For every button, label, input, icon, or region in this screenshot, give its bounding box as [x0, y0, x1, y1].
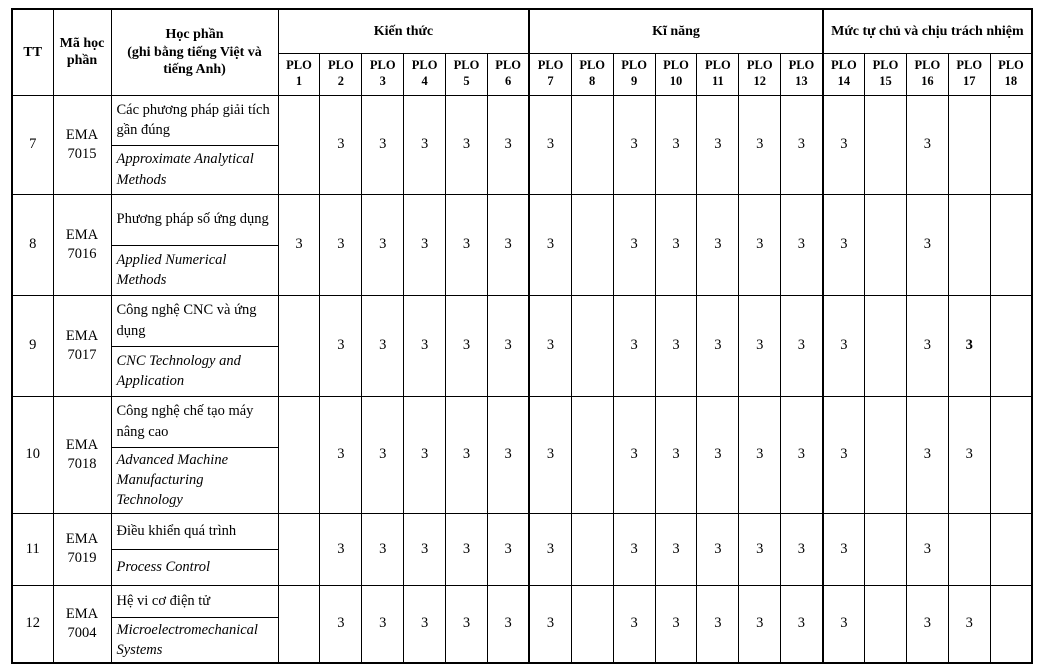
table-body: [12, 95, 1032, 663]
plo-score-cell: 3: [320, 295, 362, 396]
course-name-header-title: Học phần: [165, 27, 224, 42]
course-code-line: 7015: [67, 145, 97, 162]
plo-score-cell: 3: [613, 95, 655, 194]
plo-score-cell: 3: [739, 295, 781, 396]
plo-column-header: [739, 53, 781, 95]
plo-score-cell: 3: [739, 396, 781, 513]
plo-score-cell: 3: [446, 194, 488, 295]
plo-score-cell: 3: [613, 513, 655, 585]
plo-score-cell: 3: [948, 396, 990, 513]
plo-prefix: PLO: [621, 58, 647, 73]
course-name-english: Applied Numerical Methods: [111, 245, 278, 295]
plo-score-cell: 3: [404, 95, 446, 194]
plo-score-cell: 3: [781, 585, 823, 663]
plo-score-cell: 3: [823, 513, 865, 585]
plo-score-cell: 3: [655, 585, 697, 663]
course-number: 9: [12, 295, 53, 396]
course-name-english: Process Control: [111, 549, 278, 585]
plo-score-cell: 3: [739, 95, 781, 194]
plo-score-cell: [990, 295, 1032, 396]
plo-score-cell: 3: [487, 396, 529, 513]
plo-column-header: [865, 53, 907, 95]
plo-prefix: PLO: [746, 58, 773, 73]
plo-column-header: [320, 53, 362, 95]
plo-prefix: PLO: [453, 58, 480, 73]
plo-score-cell: 3: [529, 95, 571, 194]
course-code: [53, 95, 111, 194]
plo-score-cell: 3: [613, 396, 655, 513]
plo-score-cell: [948, 95, 990, 194]
course-name-vietnamese: Hệ vi cơ điện tử: [111, 585, 278, 617]
plo-score-cell: 3: [529, 194, 571, 295]
course-name-vietnamese: Các phương pháp giải tích gần đúng: [111, 95, 278, 145]
course-code-line: EMA: [65, 605, 99, 622]
course-code: [53, 513, 111, 585]
plo-score-cell: [278, 585, 320, 663]
plo-score-cell: 3: [781, 396, 823, 513]
plo-score-cell: 3: [906, 513, 948, 585]
plo-score-cell: 3: [613, 295, 655, 396]
plo-score-cell: [865, 295, 907, 396]
plo-score-cell: 3: [529, 396, 571, 513]
plo-number: 4: [421, 74, 428, 88]
plo-column-header: [823, 53, 865, 95]
plo-score-cell: 3: [781, 295, 823, 396]
plo-column-header: [362, 53, 404, 95]
course-code: [53, 396, 111, 513]
course-code-line: 7004: [67, 624, 97, 641]
plo-score-cell: 3: [320, 585, 362, 663]
plo-score-cell: 3: [404, 194, 446, 295]
course-code-line: EMA: [65, 327, 99, 344]
plo-score-cell: [571, 95, 613, 194]
plo-score-cell: 3: [320, 194, 362, 295]
plo-score-cell: 3: [529, 585, 571, 663]
plo-score-cell: 3: [697, 585, 739, 663]
plo-score-cell: [865, 513, 907, 585]
plo-column-header: [278, 53, 320, 95]
plo-score-cell: 3: [781, 194, 823, 295]
plo-score-cell: 3: [362, 396, 404, 513]
course-code: [53, 295, 111, 396]
plo-score-cell: 3: [655, 513, 697, 585]
plo-score-cell: 3: [487, 585, 529, 663]
course-code-line: EMA: [65, 126, 99, 143]
plo-number: 18: [1004, 74, 1018, 88]
plo-prefix: PLO: [914, 58, 941, 73]
plo-score-cell: 3: [362, 585, 404, 663]
course-code-line: 7016: [67, 245, 97, 262]
plo-score-cell: [571, 295, 613, 396]
plo-score-cell: 3: [823, 194, 865, 295]
plo-score-cell: [571, 194, 613, 295]
plo-score-cell: 3: [320, 396, 362, 513]
plo-score-cell: 3: [781, 95, 823, 194]
plo-score-cell: [278, 295, 320, 396]
plo-score-cell: 3: [655, 295, 697, 396]
plo-score-cell: 3: [823, 396, 865, 513]
course-row: [12, 585, 1032, 617]
plo-score-cell: 3: [404, 585, 446, 663]
plo-score-cell: 3: [362, 194, 404, 295]
plo-score-cell: 3: [446, 396, 488, 513]
plo-number: 6: [505, 74, 512, 88]
course-number: 11: [12, 513, 53, 585]
plo-column-header: [487, 53, 529, 95]
plo-score-cell: 3: [320, 95, 362, 194]
plo-number: 5: [463, 74, 470, 88]
plo-score-cell: 3: [446, 295, 488, 396]
plo-score-cell: 3: [404, 295, 446, 396]
plo-score-cell: 3: [906, 95, 948, 194]
plo-column-header: [781, 53, 823, 95]
plo-score-cell: [865, 396, 907, 513]
plo-score-cell: 3: [446, 585, 488, 663]
plo-score-cell: 3: [446, 95, 488, 194]
plo-column-header: [990, 53, 1032, 95]
plo-score-cell: 3: [655, 95, 697, 194]
plo-score-cell: 3: [529, 513, 571, 585]
course-row: [12, 513, 1032, 549]
plo-column-header: [948, 53, 990, 95]
course-name-english: CNC Technology and Application: [111, 346, 278, 396]
plo-number: 17: [963, 74, 976, 88]
group-header-knowledge: Kiến thức: [278, 9, 529, 53]
plo-number: 12: [753, 74, 766, 88]
plo-score-cell: 3: [823, 95, 865, 194]
plo-number: 9: [630, 74, 638, 88]
plo-prefix: PLO: [831, 58, 857, 73]
plo-score-cell: [865, 194, 907, 295]
plo-number: 1: [295, 74, 303, 88]
plo-score-cell: 3: [697, 295, 739, 396]
plo-score-cell: 3: [739, 194, 781, 295]
plo-score-cell: [278, 513, 320, 585]
plo-score-cell: 3: [697, 194, 739, 295]
plo-score-cell: 3: [697, 396, 739, 513]
plo-score-cell: [865, 585, 907, 663]
plo-score-cell: 3: [404, 513, 446, 585]
plo-score-cell: 3: [823, 585, 865, 663]
plo-score-cell: 3: [487, 95, 529, 194]
plo-score-cell: 3: [487, 513, 529, 585]
plo-score-cell: 3: [906, 295, 948, 396]
table-header: [12, 9, 1032, 95]
plo-number: 8: [589, 74, 596, 88]
plo-score-cell: 3: [697, 513, 739, 585]
plo-matrix-table: [11, 8, 1033, 664]
course-code: [53, 194, 111, 295]
plo-prefix: PLO: [537, 58, 564, 73]
course-name-english: Microelectromechanical Systems: [111, 617, 278, 663]
group-header-skills: Kĩ năng: [529, 9, 822, 53]
plo-prefix: PLO: [872, 58, 899, 73]
plo-score-cell: 3: [739, 513, 781, 585]
course-name-english: Approximate Analytical Methods: [111, 145, 278, 194]
plo-score-cell: 3: [487, 194, 529, 295]
course-name-vietnamese: Công nghệ chế tạo máy nâng cao: [111, 396, 278, 447]
course-code-line: 7017: [67, 346, 97, 363]
course-row: [12, 396, 1032, 447]
plo-column-header: [613, 53, 655, 95]
plo-prefix: PLO: [663, 58, 689, 73]
plo-number: 15: [879, 74, 892, 88]
plo-score-cell: [571, 513, 613, 585]
course-name-vietnamese: Phương pháp số ứng dụng: [111, 194, 278, 245]
course-code-line: EMA: [65, 531, 99, 548]
plo-score-cell: 3: [362, 295, 404, 396]
course-code-line: EMA: [65, 226, 99, 243]
course-code: [53, 585, 111, 663]
plo-score-cell: 3: [697, 95, 739, 194]
course-number: 10: [12, 396, 53, 513]
tt-column-header: TT: [12, 9, 53, 95]
plo-column-header: [446, 53, 488, 95]
plo-score-cell: 3: [823, 295, 865, 396]
plo-column-header: [404, 53, 446, 95]
course-code-line: 7018: [67, 455, 97, 472]
plo-number: 11: [711, 74, 724, 88]
course-name-header-subtitle: (ghi bằng tiếng Việt và tiếng Anh): [127, 44, 262, 77]
plo-score-cell: [990, 95, 1032, 194]
plo-score-cell: 3: [739, 585, 781, 663]
plo-prefix: PLO: [705, 58, 731, 73]
plo-score-cell: 3: [613, 194, 655, 295]
plo-score-cell: [278, 396, 320, 513]
plo-score-cell: 3: [487, 295, 529, 396]
plo-score-cell: 3: [613, 585, 655, 663]
plo-score-cell: [990, 194, 1032, 295]
plo-score-cell: 3: [362, 95, 404, 194]
plo-score-cell: 3: [906, 585, 948, 663]
plo-score-cell: [990, 513, 1032, 585]
plo-score-cell: [865, 95, 907, 194]
plo-prefix: PLO: [495, 58, 521, 73]
plo-prefix: PLO: [286, 58, 312, 73]
plo-score-cell: 3: [529, 295, 571, 396]
plo-score-cell: 3: [948, 585, 990, 663]
course-row: [12, 95, 1032, 145]
plo-score-cell: [948, 194, 990, 295]
plo-score-cell: 3: [446, 513, 488, 585]
plo-column-header: [571, 53, 613, 95]
course-code-line: EMA: [65, 436, 99, 453]
course-number: 7: [12, 95, 53, 194]
plo-score-cell: 3: [948, 295, 990, 396]
plo-prefix: PLO: [579, 58, 606, 73]
plo-prefix: PLO: [998, 58, 1024, 73]
plo-number: 10: [669, 74, 683, 88]
plo-score-cell: 3: [655, 194, 697, 295]
course-name-vietnamese: Công nghệ CNC và ứng dụng: [111, 295, 278, 346]
course-name-vietnamese: Điều khiển quá trình: [111, 513, 278, 549]
plo-score-cell: 3: [320, 513, 362, 585]
course-code-line: 7019: [67, 550, 97, 566]
course-name-english: Advanced Machine Manufacturing Technology: [111, 447, 278, 513]
plo-score-cell: [571, 396, 613, 513]
plo-score-cell: 3: [278, 194, 320, 295]
plo-score-cell: [571, 585, 613, 663]
plo-column-header: [655, 53, 697, 95]
plo-score-cell: [948, 513, 990, 585]
course-number: 8: [12, 194, 53, 295]
plo-number: 7: [547, 74, 554, 88]
plo-number: 2: [337, 74, 344, 88]
plo-number: 3: [379, 74, 386, 88]
plo-score-cell: [278, 95, 320, 194]
plo-score-cell: [990, 396, 1032, 513]
plo-score-cell: [990, 585, 1032, 663]
course-name-column-header: [111, 9, 278, 95]
plo-score-cell: 3: [362, 513, 404, 585]
plo-prefix: PLO: [327, 58, 354, 73]
plo-prefix: PLO: [788, 58, 815, 73]
plo-score-cell: 3: [781, 513, 823, 585]
plo-column-header: [529, 53, 571, 95]
group-header-autonomy: Mức tự chủ và chịu trách nhiệm: [823, 9, 1032, 53]
plo-score-cell: 3: [906, 194, 948, 295]
plo-score-cell: 3: [404, 396, 446, 513]
plo-number: 14: [837, 74, 851, 88]
plo-score-cell: 3: [906, 396, 948, 513]
plo-column-header: [906, 53, 948, 95]
group-header-row: [12, 9, 1032, 53]
plo-score-cell: 3: [655, 396, 697, 513]
course-row: [12, 295, 1032, 346]
plo-number: 13: [795, 74, 808, 88]
plo-prefix: PLO: [956, 58, 983, 73]
plo-number: 16: [921, 74, 934, 88]
plo-column-header: [697, 53, 739, 95]
plo-prefix: PLO: [411, 58, 438, 73]
course-row: [12, 194, 1032, 245]
course-code-column-header: Mã học phần: [53, 9, 111, 95]
course-number: 12: [12, 585, 53, 663]
plo-prefix: PLO: [369, 58, 396, 73]
